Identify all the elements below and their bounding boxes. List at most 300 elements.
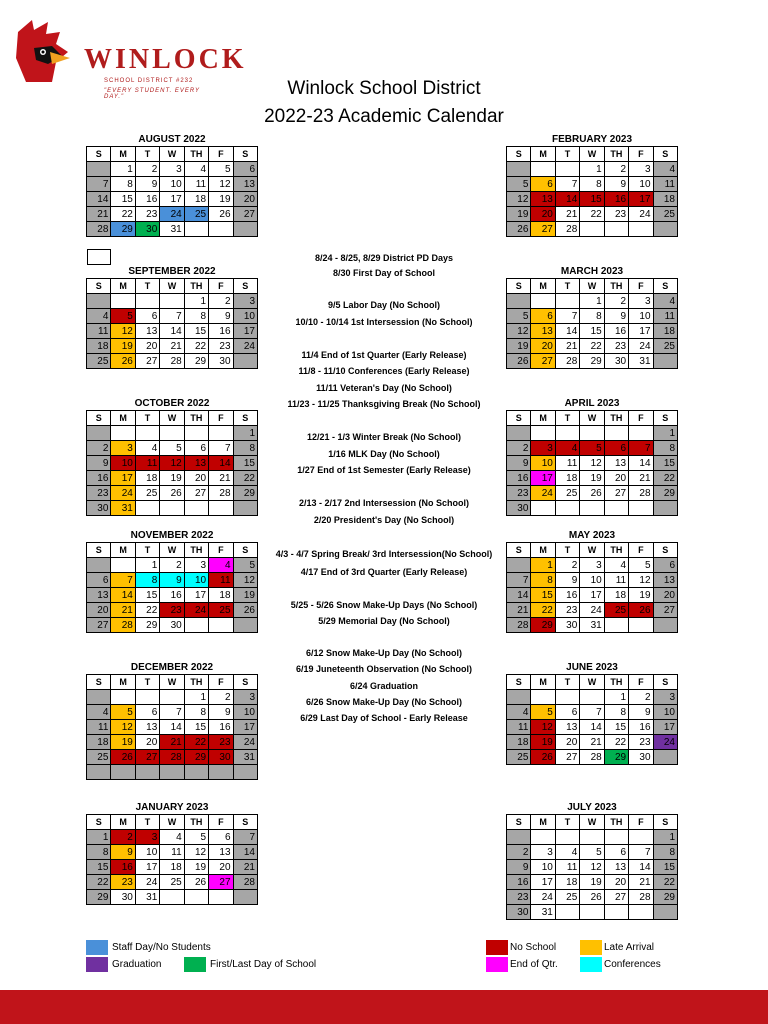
day-cell: 13 [233, 177, 257, 192]
weekday-header: S [233, 411, 257, 426]
day-cell: 29 [184, 750, 208, 765]
day-cell: 21 [580, 735, 604, 750]
day-cell [604, 501, 628, 516]
day-cell: 8 [653, 441, 677, 456]
weekday-header: TH [604, 279, 628, 294]
day-cell [580, 905, 604, 920]
day-cell [160, 294, 184, 309]
day-cell: 7 [160, 705, 184, 720]
day-cell: 23 [507, 890, 531, 905]
day-cell [87, 765, 111, 780]
day-cell: 6 [184, 441, 208, 456]
week-row [507, 354, 678, 369]
weekday-header: M [111, 411, 135, 426]
day-cell [233, 890, 257, 905]
day-cell [531, 830, 555, 845]
day-cell: 29 [233, 486, 257, 501]
day-cell: 14 [160, 720, 184, 735]
weekday-header: TH [184, 675, 208, 690]
day-cell: 14 [160, 324, 184, 339]
month-grid [506, 814, 678, 920]
weekday-header: T [555, 411, 579, 426]
week-row [87, 690, 258, 705]
weekday-header: T [135, 411, 159, 426]
week-row [507, 750, 678, 765]
day-cell: 19 [233, 588, 257, 603]
day-cell: 18 [555, 471, 579, 486]
day-cell: 16 [555, 588, 579, 603]
day-cell [184, 890, 208, 905]
day-cell: 14 [629, 860, 653, 875]
legend-conferences-label: Conferences [604, 959, 661, 970]
day-cell: 13 [135, 720, 159, 735]
day-cell: 20 [604, 471, 628, 486]
day-cell [604, 426, 628, 441]
day-cell: 28 [160, 354, 184, 369]
day-cell: 23 [604, 207, 628, 222]
day-cell: 12 [507, 192, 531, 207]
day-cell: 22 [604, 735, 628, 750]
week-row [87, 765, 258, 780]
month-grid [506, 410, 678, 516]
day-cell [580, 690, 604, 705]
week-row [87, 720, 258, 735]
month-grid [506, 278, 678, 369]
day-cell: 18 [507, 735, 531, 750]
day-cell [653, 354, 677, 369]
day-cell [87, 690, 111, 705]
day-cell: 23 [135, 207, 159, 222]
week-row [87, 603, 258, 618]
day-cell: 12 [531, 720, 555, 735]
week-row [507, 705, 678, 720]
weekday-header: S [233, 675, 257, 690]
day-cell: 24 [629, 207, 653, 222]
day-cell: 14 [555, 192, 579, 207]
day-cell: 12 [184, 845, 208, 860]
day-cell: 13 [209, 845, 233, 860]
legend-first-last-label: First/Last Day of School [210, 959, 317, 970]
week-row [507, 845, 678, 860]
week-row [87, 588, 258, 603]
day-cell: 28 [580, 750, 604, 765]
day-cell [111, 294, 135, 309]
day-cell: 31 [160, 222, 184, 237]
weekday-header: F [629, 147, 653, 162]
day-cell: 11 [184, 177, 208, 192]
month-grid [506, 146, 678, 237]
day-cell [507, 558, 531, 573]
event-item: 11/23 - 11/25 Thanksgiving Break (No School) [287, 399, 481, 409]
day-cell [531, 294, 555, 309]
month-title: FEBRUARY 2023 [551, 134, 633, 145]
day-cell: 6 [653, 558, 677, 573]
day-cell [653, 222, 677, 237]
weekday-header: TH [604, 543, 628, 558]
day-cell: 26 [209, 207, 233, 222]
day-cell: 26 [507, 354, 531, 369]
week-row [507, 177, 678, 192]
day-cell: 22 [184, 735, 208, 750]
event-item: 1/16 MLK Day (No School) [328, 449, 440, 459]
day-cell: 21 [629, 875, 653, 890]
event-item: 6/29 Last Day of School - Early Release [300, 713, 468, 723]
day-cell: 4 [653, 294, 677, 309]
day-cell: 24 [629, 339, 653, 354]
legend-staff-label: Staff Day/No Students [112, 942, 211, 953]
weekday-header: F [629, 279, 653, 294]
weekday-header: M [111, 815, 135, 830]
day-cell: 10 [629, 177, 653, 192]
day-cell [87, 558, 111, 573]
day-cell: 24 [160, 207, 184, 222]
day-cell [209, 501, 233, 516]
day-cell [135, 501, 159, 516]
day-cell: 24 [653, 735, 677, 750]
legend-no-school-swatch [486, 940, 508, 955]
day-cell: 16 [209, 324, 233, 339]
event-item: 6/26 Snow Make-Up Day (No School) [305, 697, 463, 707]
weekday-header: TH [604, 815, 628, 830]
day-cell: 8 [184, 309, 208, 324]
week-row [87, 845, 258, 860]
day-cell: 8 [580, 177, 604, 192]
day-cell: 8 [653, 845, 677, 860]
day-cell: 9 [160, 573, 184, 588]
day-cell: 25 [653, 339, 677, 354]
day-cell [555, 426, 579, 441]
day-cell [580, 830, 604, 845]
page-title: Winlock School District [287, 78, 481, 99]
month-title: DECEMBER 2022 [130, 662, 214, 673]
day-cell: 9 [555, 573, 579, 588]
weekday-header-row [507, 543, 678, 558]
day-cell: 15 [111, 192, 135, 207]
weekday-header: S [87, 147, 111, 162]
legend-end-qtr-label: End of Qtr. [510, 959, 558, 970]
week-row [507, 875, 678, 890]
day-cell: 28 [507, 618, 531, 633]
week-row [87, 339, 258, 354]
day-cell: 24 [233, 339, 257, 354]
day-cell: 4 [160, 830, 184, 845]
day-cell: 17 [233, 720, 257, 735]
day-cell [604, 830, 628, 845]
weekday-header: S [507, 411, 531, 426]
day-cell: 27 [604, 486, 628, 501]
day-cell: 28 [111, 618, 135, 633]
week-row [87, 324, 258, 339]
week-row [87, 294, 258, 309]
day-cell: 19 [209, 192, 233, 207]
month-title: MARCH 2023 [560, 266, 624, 277]
week-row [87, 705, 258, 720]
day-cell: 23 [160, 603, 184, 618]
day-cell: 11 [160, 845, 184, 860]
day-cell [580, 222, 604, 237]
day-cell: 21 [555, 207, 579, 222]
weekday-header: T [555, 279, 579, 294]
day-cell: 21 [507, 603, 531, 618]
weekday-header: T [555, 815, 579, 830]
week-row [87, 426, 258, 441]
day-cell [160, 765, 184, 780]
day-cell [209, 222, 233, 237]
weekday-header: S [653, 543, 677, 558]
day-cell: 5 [233, 558, 257, 573]
day-cell [531, 690, 555, 705]
day-cell: 12 [580, 456, 604, 471]
day-cell [160, 690, 184, 705]
weekday-header: W [160, 411, 184, 426]
day-cell: 30 [209, 354, 233, 369]
day-cell: 9 [507, 456, 531, 471]
event-item: 6/24 Graduation [349, 681, 419, 691]
day-cell: 4 [135, 441, 159, 456]
legend-late-arrival-label: Late Arrival [604, 942, 655, 953]
day-cell: 11 [653, 177, 677, 192]
day-cell: 21 [629, 471, 653, 486]
day-cell: 7 [87, 177, 111, 192]
week-row [507, 588, 678, 603]
week-row [87, 618, 258, 633]
calendar-aug [86, 134, 258, 237]
day-cell: 20 [184, 471, 208, 486]
day-cell: 22 [653, 471, 677, 486]
day-cell: 1 [87, 830, 111, 845]
day-cell [184, 618, 208, 633]
month-title: JANUARY 2023 [135, 802, 209, 813]
day-cell [629, 426, 653, 441]
day-cell: 6 [555, 705, 579, 720]
event-item: 2/20 President's Day (No School) [313, 515, 455, 525]
event-item: 4/17 End of 3rd Quarter (Early Release) [300, 567, 468, 577]
month-title: APRIL 2023 [564, 398, 620, 409]
day-cell: 20 [87, 603, 111, 618]
day-cell [555, 690, 579, 705]
calendar-dec [86, 662, 258, 780]
day-cell [209, 618, 233, 633]
weekday-header: S [507, 279, 531, 294]
event-item: 4/3 - 4/7 Spring Break/ 3rd Intersession(No School) [275, 549, 493, 559]
day-cell: 7 [233, 830, 257, 845]
day-cell: 27 [209, 875, 233, 890]
day-cell: 8 [580, 309, 604, 324]
day-cell: 1 [653, 830, 677, 845]
day-cell: 23 [87, 486, 111, 501]
month-title: JULY 2023 [567, 802, 617, 813]
day-cell: 4 [555, 441, 579, 456]
day-cell: 25 [555, 486, 579, 501]
day-cell: 8 [604, 705, 628, 720]
week-row [507, 603, 678, 618]
day-cell: 1 [111, 162, 135, 177]
day-cell: 16 [135, 192, 159, 207]
day-cell: 20 [555, 735, 579, 750]
weekday-header: F [629, 675, 653, 690]
weekday-header: TH [184, 279, 208, 294]
day-cell: 17 [531, 875, 555, 890]
weekday-header: F [209, 411, 233, 426]
day-cell: 1 [233, 426, 257, 441]
month-grid [506, 542, 678, 633]
day-cell: 29 [653, 890, 677, 905]
day-cell: 20 [531, 207, 555, 222]
day-cell: 18 [160, 860, 184, 875]
day-cell: 21 [111, 603, 135, 618]
day-cell: 15 [184, 720, 208, 735]
legend-staff-swatch [86, 940, 108, 955]
day-cell: 25 [507, 750, 531, 765]
day-cell: 25 [135, 486, 159, 501]
day-cell: 1 [531, 558, 555, 573]
day-cell: 21 [87, 207, 111, 222]
day-cell: 27 [531, 354, 555, 369]
day-cell: 12 [507, 324, 531, 339]
day-cell: 29 [135, 618, 159, 633]
legend-late-arrival-swatch [580, 940, 602, 955]
weekday-header: W [580, 815, 604, 830]
week-row [507, 720, 678, 735]
day-cell: 5 [184, 830, 208, 845]
day-cell: 5 [209, 162, 233, 177]
day-cell [555, 830, 579, 845]
event-item: 11/4 End of 1st Quarter (Early Release) [301, 350, 467, 360]
event-item: 6/19 Juneteenth Observation (No School) [295, 664, 473, 674]
day-cell: 16 [629, 720, 653, 735]
day-cell: 5 [531, 705, 555, 720]
weekday-header-row [507, 411, 678, 426]
day-cell: 27 [135, 354, 159, 369]
calendar-nov [86, 530, 258, 633]
weekday-header: T [555, 675, 579, 690]
calendar-may [506, 530, 678, 633]
day-cell [184, 765, 208, 780]
day-cell: 16 [209, 720, 233, 735]
day-cell [604, 905, 628, 920]
weekday-header: W [580, 147, 604, 162]
day-cell: 20 [135, 339, 159, 354]
week-row [507, 471, 678, 486]
day-cell [111, 765, 135, 780]
week-row [87, 222, 258, 237]
week-row [87, 750, 258, 765]
day-cell: 3 [160, 162, 184, 177]
day-cell: 4 [604, 558, 628, 573]
day-cell: 9 [87, 456, 111, 471]
weekday-header: TH [184, 543, 208, 558]
weekday-header-row [507, 815, 678, 830]
day-cell: 7 [111, 573, 135, 588]
day-cell: 19 [184, 860, 208, 875]
weekday-header: F [209, 815, 233, 830]
day-cell: 4 [555, 845, 579, 860]
day-cell: 26 [160, 486, 184, 501]
calendar-apr [506, 398, 678, 516]
day-cell: 17 [111, 471, 135, 486]
month-grid [506, 674, 678, 765]
day-cell: 1 [135, 558, 159, 573]
day-cell: 5 [580, 845, 604, 860]
day-cell [160, 426, 184, 441]
day-cell: 31 [233, 750, 257, 765]
week-row [87, 354, 258, 369]
weekday-header: TH [184, 147, 208, 162]
day-cell: 28 [160, 750, 184, 765]
week-row [87, 192, 258, 207]
month-grid [86, 278, 258, 369]
month-title: OCTOBER 2022 [134, 398, 210, 409]
weekday-header: F [209, 147, 233, 162]
day-cell: 14 [629, 456, 653, 471]
day-cell: 5 [111, 705, 135, 720]
day-cell: 2 [604, 162, 628, 177]
day-cell: 7 [629, 845, 653, 860]
day-cell: 22 [653, 875, 677, 890]
day-cell: 27 [233, 207, 257, 222]
day-cell [135, 294, 159, 309]
weekday-header: M [531, 815, 555, 830]
legend-graduation-swatch [86, 957, 108, 972]
week-row [87, 735, 258, 750]
day-cell: 2 [87, 441, 111, 456]
day-cell [629, 905, 653, 920]
day-cell: 16 [111, 860, 135, 875]
day-cell [233, 222, 257, 237]
day-cell: 18 [87, 339, 111, 354]
week-row [87, 860, 258, 875]
day-cell [555, 905, 579, 920]
day-cell: 15 [604, 720, 628, 735]
day-cell: 7 [209, 441, 233, 456]
day-cell: 19 [111, 339, 135, 354]
day-cell [111, 558, 135, 573]
weekday-header: S [87, 543, 111, 558]
calendar-sep [86, 266, 258, 369]
calendar-mar [506, 266, 678, 369]
day-cell: 30 [209, 750, 233, 765]
weekday-header: S [87, 815, 111, 830]
day-cell: 8 [111, 177, 135, 192]
day-cell: 16 [87, 471, 111, 486]
weekday-header-row [507, 279, 678, 294]
day-cell: 16 [507, 875, 531, 890]
footer-bar [0, 990, 768, 1024]
month-grid [86, 814, 258, 905]
day-cell: 13 [555, 720, 579, 735]
weekday-header: T [555, 147, 579, 162]
day-cell: 4 [184, 162, 208, 177]
week-row [87, 162, 258, 177]
day-cell: 10 [531, 860, 555, 875]
event-item: 5/25 - 5/26 Snow Make-Up Days (No School) [290, 600, 478, 610]
weekday-header: T [135, 815, 159, 830]
week-row [507, 339, 678, 354]
day-cell: 9 [209, 705, 233, 720]
day-cell: 18 [135, 471, 159, 486]
day-cell: 7 [555, 177, 579, 192]
day-cell: 4 [209, 558, 233, 573]
day-cell: 20 [233, 192, 257, 207]
day-cell: 17 [184, 588, 208, 603]
day-cell: 2 [507, 845, 531, 860]
day-cell: 26 [507, 222, 531, 237]
day-cell: 7 [555, 309, 579, 324]
day-cell: 10 [160, 177, 184, 192]
day-cell: 27 [135, 750, 159, 765]
day-cell: 25 [604, 603, 628, 618]
weekday-header: T [555, 543, 579, 558]
